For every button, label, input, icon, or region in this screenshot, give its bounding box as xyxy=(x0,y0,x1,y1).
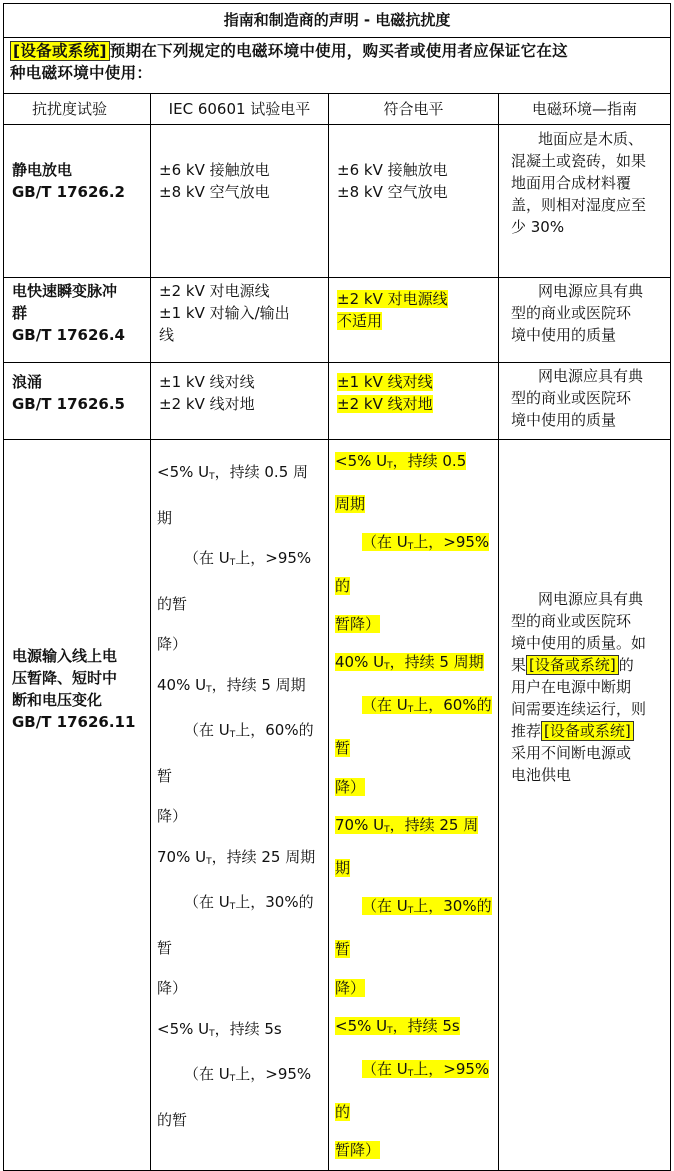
header-iec-level: IEC 60601 试验电平 xyxy=(151,94,329,125)
header-compliance: 符合电平 xyxy=(329,94,499,125)
iec-level: ±1 kV 线对线 ±2 kV 线对地 xyxy=(151,363,329,440)
compliance-level: <5% $U_T$，持续 0.5 周期 （在 $U_T$上，>95%的 暂降） 40% $U_T$，持续 5 周期 （在 $U_T$上，60%的暂 降） 70% $U_T$，持续 25 周 期 （在 $U_T$上，30%的暂 降） <5% $U_T$，持续 5s （在 $U_T$上，>95%的 暂降） xyxy=(329,440,499,1171)
intro-text-2: 种电磁环境中使用： xyxy=(10,64,153,82)
test-name: 浪涌 GB/T 17626.5 xyxy=(4,363,151,440)
table-title: 指南和制造商的声明 - 电磁抗扰度 xyxy=(4,4,671,38)
guidance: 网电源应具有典 型的商业或医院环 境中使用的质量。如 果 [设备或系统] 的 用户在电源中断期 间需要连续运行，则 推荐 [设备或系统] 采用不间断电源或 电池供电 xyxy=(499,440,671,1171)
iec-level: ±6 kV 接触放电 ±8 kV 空气放电 xyxy=(151,125,329,278)
table-row xyxy=(4,440,671,1171)
header-guidance: 电磁环境—指南 xyxy=(499,94,671,125)
table-row xyxy=(4,363,671,440)
guidance: 地面应是木质、 混凝土或瓷砖，如果 地面用合成材料覆 盖，则相对湿度应至 少 30% xyxy=(499,125,671,278)
compliance-level: ±2 kV 对电源线 不适用 xyxy=(329,278,499,363)
intro-statement xyxy=(4,38,671,94)
header-test: 抗扰度试验 xyxy=(4,94,151,125)
iec-level: ±2 kV 对电源线 ±1 kV 对输入/输出 线 xyxy=(151,278,329,363)
table-row xyxy=(4,125,671,278)
device-placeholder: [设备或系统] xyxy=(10,41,110,61)
guidance: 网电源应具有典 型的商业或医院环 境中使用的质量 xyxy=(499,278,671,363)
device-placeholder: [设备或系统] xyxy=(541,721,634,741)
test-name: 静电放电 GB/T 17626.2 xyxy=(4,125,151,278)
test-name: 电源输入线上电 压暂降、短时中 断和电压变化 GB/T 17626.11 xyxy=(4,440,151,1171)
device-placeholder: [设备或系统] xyxy=(526,655,619,675)
emc-immunity-table xyxy=(3,3,671,1171)
iec-level: <5% $U_T$，持续 0.5 周 期 （在 $U_T$上，>95%的暂 降） 40% $U_T$，持续 5 周期 （在 $U_T$上，60%的暂 降） 70% $U_T$，持续 25 周期 （在 $U_T$上，30%的暂 降） <5% $U_T$，持续 5s （在 $U_T$上，>95%的暂 xyxy=(151,440,329,1171)
compliance-level: ±6 kV 接触放电 ±8 kV 空气放电 xyxy=(329,125,499,278)
compliance-level: ±1 kV 线对线 ±2 kV 线对地 xyxy=(329,363,499,440)
table-row xyxy=(4,278,671,363)
test-name: 电快速瞬变脉冲 群 GB/T 17626.4 xyxy=(4,278,151,363)
guidance: 网电源应具有典 型的商业或医院环 境中使用的质量 xyxy=(499,363,671,440)
intro-text-1: 预期在下列规定的电磁环境中使用，购买者或使用者应保证它在这 xyxy=(109,42,568,60)
